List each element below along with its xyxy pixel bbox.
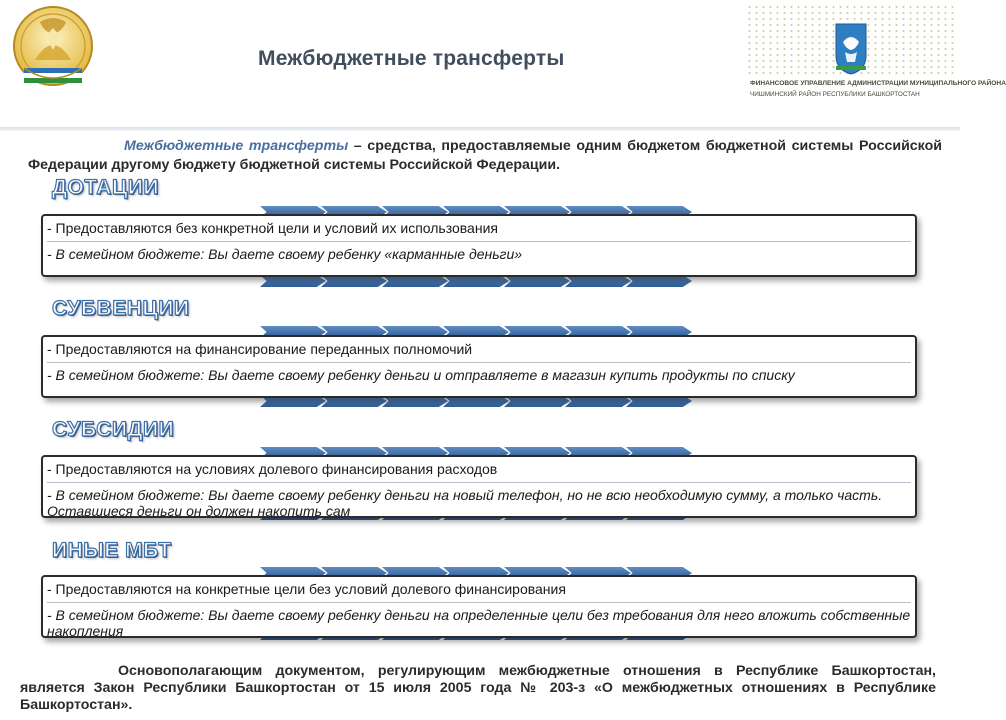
finance-department-banner: [746, 0, 1006, 106]
section-box-other-transfers: [41, 575, 917, 638]
box-divider: [47, 362, 911, 363]
box-divider: [47, 482, 911, 483]
family-budget-example: - В семейном бюджете: Вы даете своему ребенку деньги на определенные цели без требования для него вложить собственные накопления: [47, 607, 911, 639]
section-heading-subsidies: СУБСИДИИ: [52, 418, 175, 441]
family-budget-example: - В семейном бюджете: Вы даете своему ребенку деньги на новый телефон, но не всю необходимую сумму, а только часть. Оставшиеся деньги он должен накопить сам: [47, 487, 883, 519]
section-description: - Предоставляются на конкретные цели без условий долевого финансирования: [47, 581, 566, 597]
header-divider: [0, 127, 960, 131]
box-divider: [47, 602, 911, 603]
section-box-dotations: [41, 214, 917, 277]
section-box-subventions: [41, 335, 917, 398]
banner-caption-line1: ФИНАНСОВОЕ УПРАВЛЕНИЕ АДМИНИСТРАЦИИ МУНИЦИПАЛЬНОГО РАЙОНА: [750, 80, 1006, 87]
section-description: - Предоставляются на финансирование переданных полномочий: [47, 341, 473, 357]
section-heading-dotations: ДОТАЦИИ: [52, 176, 159, 199]
definition-paragraph: [28, 137, 942, 175]
page-title: Межбюджетные трансферты: [258, 47, 565, 70]
district-crest-icon: [834, 22, 868, 76]
box-divider: [47, 241, 911, 242]
section-heading-subventions: СУБВЕНЦИИ: [52, 297, 190, 320]
bashkortostan-emblem-icon: [10, 2, 96, 96]
footer-law-reference: Основополагающим документом, регулирующим межбюджетные отношения в Республике Башкортостан, является Закон Республики Башкортостан от 15 июля 2005 года № 203-з «О межбюджетных отношениях в Республике Башкортостан».: [20, 663, 936, 713]
definition-term: Межбюджетные трансферты: [124, 138, 349, 154]
family-budget-example: - В семейном бюджете: Вы даете своему ребенку деньги и отправляете в магазин купить продукты по списку: [47, 367, 795, 383]
banner-caption-line2: ЧИШМИНСКИЙ РАЙОН РЕСПУБЛИКИ БАШКОРТОСТАН: [750, 91, 920, 98]
section-box-subsidies: [41, 455, 917, 518]
definition-text: – средства, предоставляемые одним бюджетом бюджетной системы Российской Федерации другому бюджету бюджетной системы Российской Федерации.: [28, 138, 942, 173]
section-heading-other-transfers: ИНЫЕ МБТ: [52, 539, 172, 562]
family-budget-example: - В семейном бюджете: Вы даете своему ребенку «карманные деньги»: [47, 246, 523, 262]
section-description: - Предоставляются без конкретной цели и условий их использования: [47, 220, 498, 236]
section-description: - Предоставляются на условиях долевого финансирования расходов: [47, 461, 498, 477]
